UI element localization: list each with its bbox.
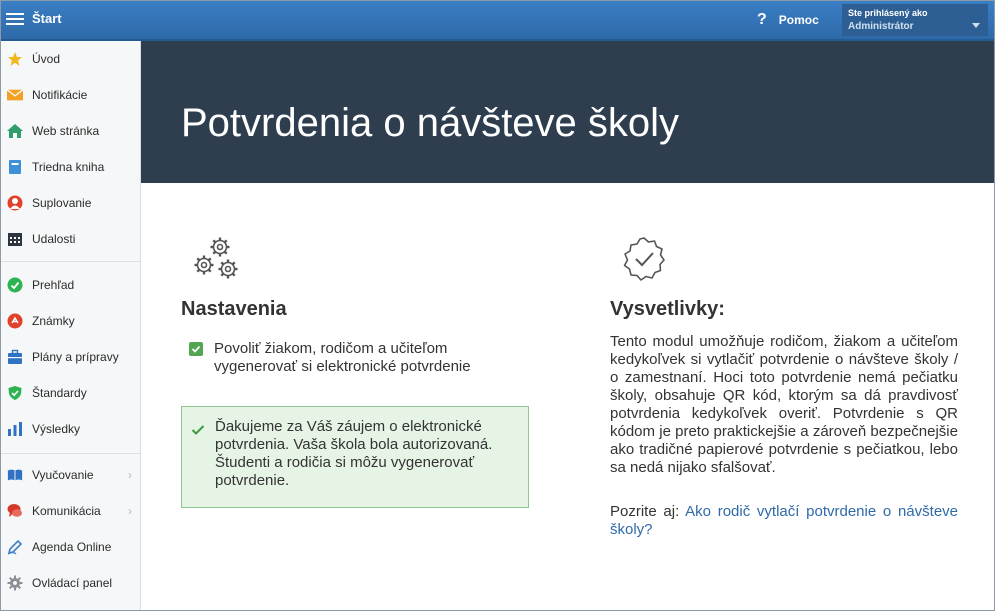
explanations-text: Tento modul umožňuje rodičom, žiakom a učiteľom kedykoľvek si vytlačiť potvrdenie o návšteve školy / o zamestnaní. Hoci toto potvrdenie nemá pečiatku školy, obsahuje QR kód, ktorým sa dá pravdivosť potvrdenia kedykoľvek overiť. Potvrdenie s QR kódom je preto praktickejšie a zároveň bezpečnejšie ako tradičné papierové potvrdenie s pečiatkou, lebo sa nedá nijako sfalšovať.: [610, 333, 958, 476]
book-icon: [7, 159, 23, 175]
sidebar-item-udalosti[interactable]: [1, 221, 140, 257]
sidebar-item-label: Výsledky: [32, 422, 81, 436]
user-name: Administrátor: [848, 21, 914, 32]
sidebar-item-label: Web stránka: [32, 124, 100, 138]
sidebar-item-notifikacie[interactable]: [1, 77, 140, 113]
sidebar-item-label: Plány a prípravy: [32, 350, 119, 364]
sidebar-item-label: Úvod: [32, 52, 61, 66]
see-also-prefix: Pozrite aj:: [610, 503, 680, 520]
shield-icon: [7, 385, 23, 401]
sidebar-item-web-stranka[interactable]: [1, 113, 140, 149]
sidebar-item-prehlad[interactable]: [1, 267, 140, 303]
sidebar-item-standardy[interactable]: [1, 375, 140, 411]
sidebar-item-label: Prehľad: [32, 278, 75, 292]
briefcase-icon: [7, 349, 23, 365]
sidebar-item-label: Známky: [32, 314, 75, 328]
sidebar-divider: [1, 261, 140, 262]
help-icon: ?: [757, 11, 767, 28]
chat-icon: [7, 503, 23, 519]
gears-icon: [192, 235, 240, 281]
person-icon: [7, 195, 23, 211]
sidebar-item-plany[interactable]: [1, 339, 140, 375]
sidebar-item-agenda-online[interactable]: [1, 529, 140, 565]
sidebar-item-label: Notifikácie: [32, 88, 88, 102]
sidebar: [1, 41, 141, 610]
pen-icon: [7, 539, 23, 555]
user-menu[interactable]: [842, 4, 988, 36]
sidebar-item-ovladaci-panel[interactable]: [1, 565, 140, 601]
sidebar-divider: [1, 453, 140, 454]
house-icon: [7, 123, 23, 139]
sidebar-item-label: Triedna kniha: [32, 160, 105, 174]
sidebar-item-label: Agenda Online: [32, 540, 112, 554]
sidebar-item-label: Štandardy: [32, 386, 87, 400]
sidebar-item-label: Komunikácia: [32, 504, 101, 518]
checkmark-icon: [191, 424, 205, 436]
verified-badge-icon: [620, 235, 668, 283]
help-button[interactable]: [757, 9, 819, 31]
sidebar-item-znamky[interactable]: [1, 303, 140, 339]
bar-chart-icon: [7, 421, 23, 437]
menu-icon[interactable]: [6, 10, 24, 26]
app-title[interactable]: Štart: [32, 11, 62, 26]
success-alert: [181, 406, 529, 508]
see-also: [610, 503, 958, 539]
parent-print-guide-link[interactable]: Ako rodič vytlačí potvrdenie o návšteve školy?: [610, 503, 958, 538]
sidebar-item-komunikacia[interactable]: [1, 493, 140, 529]
sidebar-item-vysledky[interactable]: [1, 411, 140, 447]
chevron-down-icon: [972, 23, 980, 28]
chevron-right-icon: ›: [128, 468, 132, 482]
allow-certificates-label: Povoliť žiakom, rodičom a učiteľom vygenerovať si elektronické potvrdenie: [214, 340, 471, 375]
gear-icon: [7, 575, 23, 591]
allow-certificates-option: [189, 340, 529, 376]
open-book-icon: [7, 467, 23, 483]
envelope-icon: [7, 87, 23, 103]
sidebar-item-label: Ovládací panel: [32, 576, 113, 590]
sidebar-item-vyucovanie[interactable]: [1, 457, 140, 493]
sidebar-item-label: Vyučovanie: [32, 468, 94, 482]
settings-heading: Nastavenia: [181, 298, 287, 320]
top-bar: [1, 1, 994, 41]
user-caption: Ste prihlásený ako: [848, 8, 928, 18]
grades-icon: [7, 313, 23, 329]
help-label: Pomoc: [778, 13, 819, 27]
calendar-icon: [7, 231, 23, 247]
sidebar-item-label: Suplovanie: [32, 196, 92, 210]
sidebar-item-suplovanie[interactable]: [1, 185, 140, 221]
check-circle-icon: [7, 277, 23, 293]
sidebar-item-label: Udalosti: [32, 232, 76, 246]
success-message: Ďakujeme za Váš záujem o elektronické potvrdenia. Vaša škola bola autorizovaná. Študenti a rodičia si môžu vygenerovať potvrdenie.: [215, 418, 493, 489]
sidebar-item-triedna-kniha[interactable]: [1, 149, 140, 185]
chevron-right-icon: ›: [128, 504, 132, 518]
page-title: Potvrdenia o návšteve školy: [181, 101, 680, 145]
allow-certificates-checkbox[interactable]: [189, 342, 203, 356]
sidebar-item-uvod[interactable]: [1, 41, 140, 77]
explanations-heading: Vysvetlivky:: [610, 298, 725, 320]
page-header: [141, 41, 994, 183]
star-icon: [7, 51, 23, 67]
